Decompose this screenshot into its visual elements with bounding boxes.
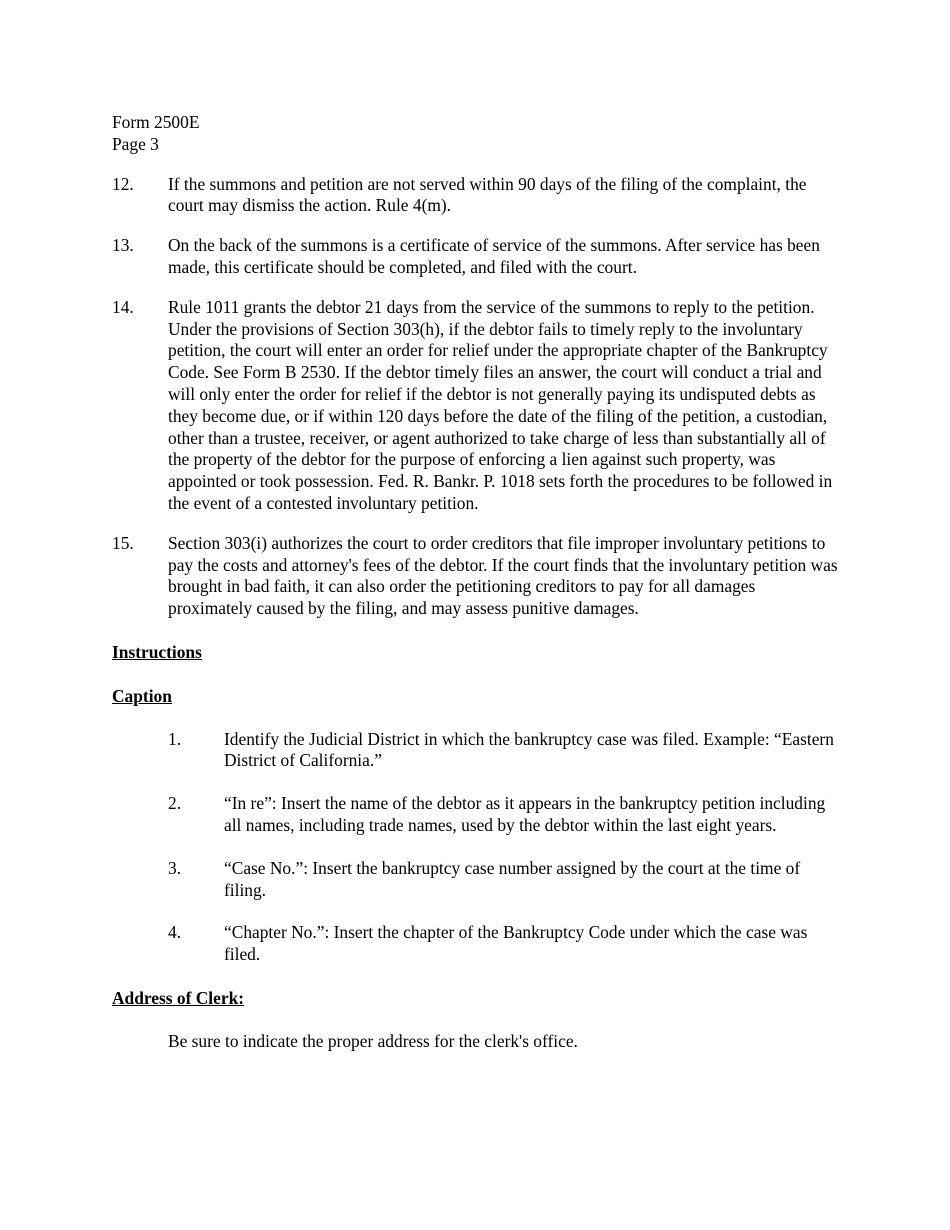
caption-item-text: Identify the Judicial District in which the bankruptcy case was filed. Example: “Eastern District of California.”: [224, 728, 834, 771]
caption-item-number: 3.: [168, 857, 182, 878]
note-number: 13.: [112, 235, 134, 256]
form-name: Form 2500E: [112, 112, 200, 132]
note-item: [112, 533, 842, 620]
caption-item-text: “In re”: Insert the name of the debtor as it appears in the bankruptcy petition including all names, including trade names, used by the debtor within the last eight years.: [224, 793, 826, 835]
caption-item: [168, 922, 842, 966]
clerk-heading: Address of Clerk:: [112, 987, 245, 1008]
document-page: [112, 112, 842, 1053]
note-text: Section 303(i) authorizes the court to order creditors that file improper involuntary petitions to pay the costs and attorney's fees of the debtor. If the court finds that the involuntary petition was brought in bad faith, it can also order the petitioning creditors to pay for all damages proximately caused by the filing, and may assess punitive damages.: [168, 532, 838, 619]
notes-list: [112, 174, 842, 620]
note-number: 12.: [112, 173, 134, 194]
form-header: [112, 112, 842, 156]
note-number: 14.: [112, 296, 134, 317]
caption-item-text: “Chapter No.”: Insert the chapter of the Bankruptcy Code under which the case was filed.: [224, 922, 808, 965]
caption-item: [168, 793, 842, 837]
caption-heading: Caption: [112, 685, 172, 706]
note-text: Rule 1011 grants the debtor 21 days from the service of the summons to reply to the petition. Under the provisions of Section 303(h), if the debtor fails to timely reply to the involuntary petition, the court will enter an order for relief under the appropriate chapter of the Bankruptcy Code. See Form B 2530. If the debtor timely files an answer, the court will conduct a trial and will only enter the order for relief if the debtor is not generally paying its undisputed debts as they become due, or if within 120 days before the date of the filing of the petition, a custodian, other than a trustee, receiver, or agent authorized to take charge of less than substantially all of the property of the debtor for the purpose of enforcing a lien against such property, was appointed or took possession. Fed. R. Bankr. P. 1018 sets forth the procedures to be followed in the event of a contested involuntary petition.: [168, 296, 833, 513]
clerk-note: Be sure to indicate the proper address for the clerk's office.: [168, 1030, 578, 1051]
caption-item: [168, 858, 842, 902]
note-item: [112, 174, 842, 218]
caption-item-text: “Case No.”: Insert the bankruptcy case number assigned by the court at the time of filing.: [224, 857, 801, 900]
caption-item-number: 4.: [168, 922, 182, 943]
note-text: If the summons and petition are not served within 90 days of the filing of the complaint, the court may dismiss the action. Rule 4(m).: [168, 173, 807, 216]
page-label: Page 3: [112, 133, 159, 154]
caption-item: [168, 729, 842, 773]
instructions-heading: Instructions: [112, 641, 202, 662]
caption-item-number: 1.: [168, 728, 182, 749]
note-item: [112, 297, 842, 515]
caption-item-number: 2.: [168, 793, 182, 814]
note-number: 15.: [112, 532, 134, 553]
caption-list: [112, 729, 842, 966]
note-text: On the back of the summons is a certificate of service of the summons. After service has been made, this certificate should be completed, and filed with the court.: [168, 235, 820, 277]
note-item: [112, 235, 842, 279]
